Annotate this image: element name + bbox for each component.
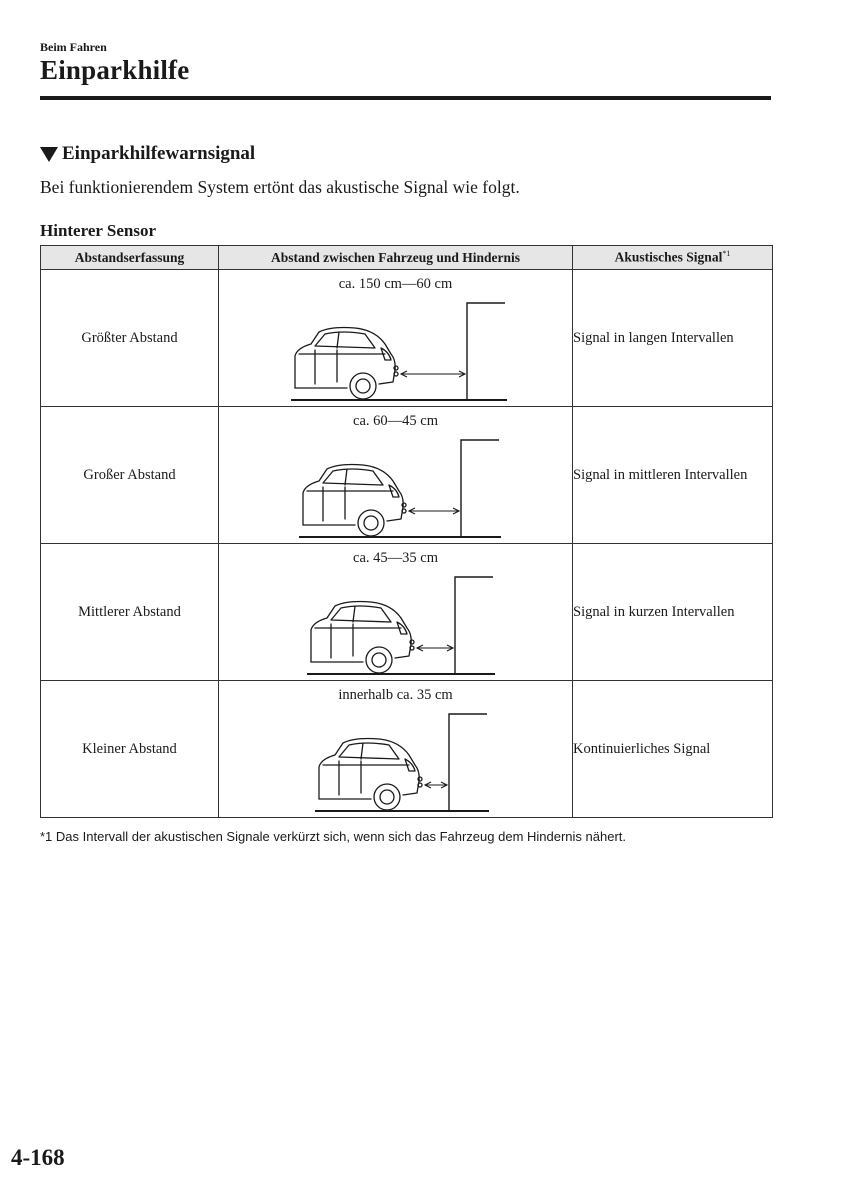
sensor-dot (402, 503, 406, 507)
signal-cell: Kontinuierliches Signal (573, 681, 773, 818)
signal-cell: Signal in kurzen Intervallen (573, 544, 773, 681)
car-wheel-hub (356, 379, 370, 393)
car-outline (337, 332, 339, 348)
intro-paragraph: Bei funktionierendem System ertönt das akustische Signal wie folgt. (40, 177, 520, 197)
car-obstacle-illustration (219, 407, 573, 543)
sensor-dot (418, 783, 422, 787)
distance-label: ca. 60—45 cm (353, 413, 438, 429)
obstacle-wall (455, 577, 493, 674)
header-distance: Abstand zwischen Fahrzeug und Hindernis (219, 246, 573, 270)
table-caption: Hinterer Sensor (40, 221, 156, 240)
car-obstacle-illustration (219, 270, 573, 406)
car-outline (323, 487, 345, 521)
table-row (41, 270, 773, 407)
header-signal (573, 246, 773, 270)
sensor-dot (402, 509, 406, 513)
car-outline (319, 739, 419, 800)
footnote-ref: *1 (722, 249, 731, 259)
sensor-dot (410, 646, 414, 650)
signal-cell: Signal in mittleren Intervallen (573, 407, 773, 544)
distance-label: innerhalb ca. 35 cm (338, 687, 453, 703)
sensor-dot (394, 372, 398, 376)
detection-cell: Großer Abstand (41, 407, 219, 544)
car-outline (397, 622, 407, 634)
distance-arrow (409, 508, 459, 514)
footnote: *1 Das Intervall der akustischen Signale verkürzt sich, wenn sich das Fahrzeug dem Hindernis nähert. (40, 829, 627, 844)
obstacle-wall (449, 714, 487, 811)
car-wheel-hub (364, 516, 378, 530)
car-wheel-hub (372, 653, 386, 667)
table-row (41, 681, 773, 818)
car-outline (315, 332, 375, 348)
car-outline (353, 606, 355, 622)
detection-cell: Kleiner Abstand (41, 681, 219, 818)
obstacle-wall (461, 440, 499, 537)
table-body (41, 270, 773, 818)
section-label: Beim Fahren (40, 40, 107, 54)
car-wheel (358, 510, 384, 536)
car-outline (345, 469, 347, 485)
page-number: 4-168 (11, 1145, 65, 1170)
distance-illustration-cell (219, 270, 573, 407)
header-signal-text: Akustisches Signal (614, 249, 723, 265)
car-outline (339, 761, 361, 795)
car-outline (311, 602, 411, 663)
signal-cell: Signal in langen Intervallen (573, 270, 773, 407)
car-wheel-hub (380, 790, 394, 804)
car-outline (389, 485, 399, 497)
car-wheel (374, 784, 400, 810)
car-wheel (366, 647, 392, 673)
car-outline (381, 348, 391, 360)
car-wheel (350, 373, 376, 399)
car-outline (331, 624, 353, 658)
sensor-dot (410, 640, 414, 644)
subsection-heading-text: Einparkhilfewarnsignal (62, 143, 256, 164)
sensor-dot (394, 366, 398, 370)
distance-illustration-cell (219, 544, 573, 681)
distance-illustration-cell (219, 407, 573, 544)
detection-cell: Mittlerer Abstand (41, 544, 219, 681)
distance-label: ca. 45—35 cm (353, 550, 438, 566)
car-outline (361, 743, 363, 759)
table-row (41, 407, 773, 544)
table-header-row (41, 246, 773, 270)
header-detection: Abstandserfassung (41, 246, 219, 270)
distance-illustration-cell (219, 681, 573, 818)
page-title: Einparkhilfe (40, 55, 190, 85)
car-obstacle-illustration (219, 681, 573, 817)
car-outline (323, 469, 383, 485)
car-outline (339, 743, 399, 759)
subsection-heading (40, 143, 255, 165)
car-outline (315, 350, 337, 384)
detection-cell: Größter Abstand (41, 270, 219, 407)
car-outline (405, 759, 415, 771)
distance-arrow (401, 371, 465, 377)
distance-arrow (417, 645, 453, 651)
rear-sensor-table (40, 245, 773, 818)
car-obstacle-illustration (219, 544, 573, 680)
table-row (41, 544, 773, 681)
distance-arrow (425, 782, 447, 788)
car-outline (303, 465, 403, 526)
sensor-dot (418, 777, 422, 781)
triangle-down-icon (40, 147, 58, 162)
header-divider (40, 96, 771, 100)
distance-label: ca. 150 cm—60 cm (338, 276, 453, 292)
obstacle-wall (467, 303, 505, 400)
car-outline (295, 328, 395, 389)
car-outline (331, 606, 391, 622)
